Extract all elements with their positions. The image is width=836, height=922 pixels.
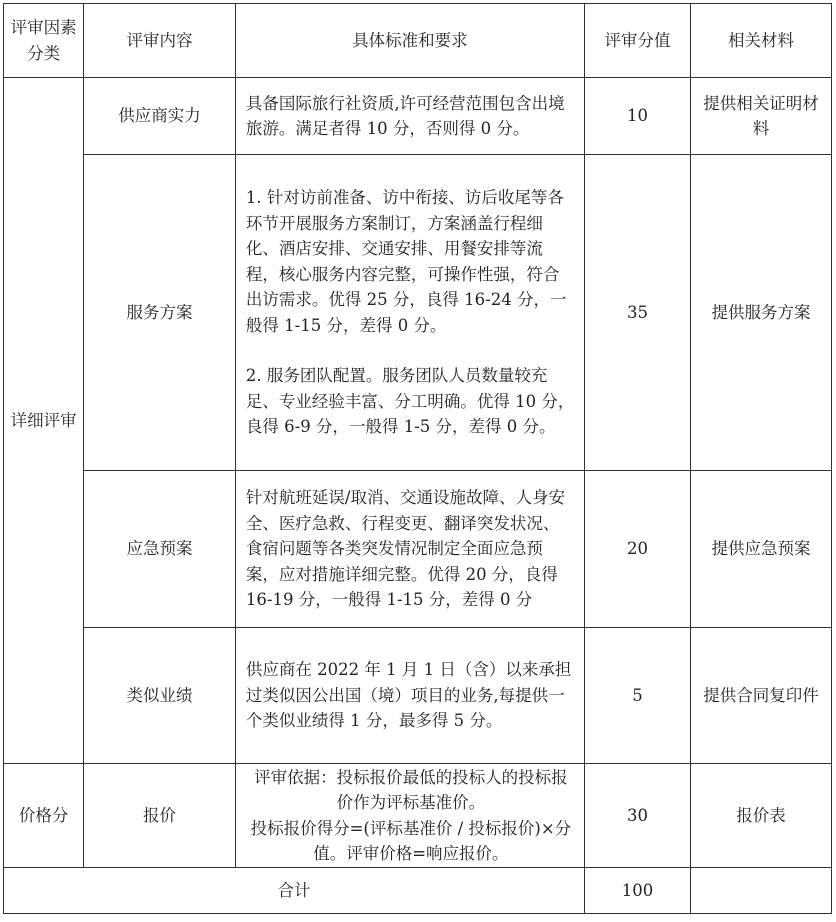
material-cell: 提供合同复印件 [691,628,832,764]
requirement-text: 供应商在 2022 年 1 月 1 日（含）以来承担过类似因公出国（境）项目的业务,每提供一个类似业绩得 1 分，最多得 5 分。 [245,660,572,731]
score-cell: 10 [584,78,690,155]
material-cell: 提供相关证明材料 [691,78,832,155]
requirement-cell [235,155,584,471]
table-row [4,78,832,155]
requirement-cell [235,628,584,764]
header-item: 评审内容 [84,4,236,78]
requirement-text: 具备国际旅行社资质,许可经营范围包含出境旅游。满足者得 10 分，否则得 0 分。 [245,93,565,138]
table-row [4,471,832,628]
total-row [4,868,832,914]
requirement-cell [235,78,584,155]
total-label: 合计 [4,868,585,914]
scoring-table [3,3,832,914]
header-category: 评审因素分类 [4,4,84,78]
group-price: 价格分 [4,764,84,868]
item-cell: 供应商实力 [84,78,236,155]
item-cell: 报价 [84,764,236,868]
score-cell: 30 [584,764,690,868]
header-requirement: 具体标准和要求 [235,4,584,78]
header-row [4,4,832,78]
total-score: 100 [584,868,690,914]
requirement-text: 评审依据：投标报价最低的投标人的投标报价作为评标基准价。 [254,767,568,812]
requirement-text: 针对航班延误/取消、交通设施故障、人身安全、医疗急救、行程变更、翻译突发状况、食宿问题等各类突发情况制定全面应急预案，应对措施详细完整。优得 20 分，良得 16-19 分，一般得 1-15 分，差得 0 分 [245,488,565,610]
material-cell: 报价表 [691,764,832,868]
material-cell: 提供服务方案 [691,155,832,471]
item-cell: 类似业绩 [84,628,236,764]
score-cell: 35 [584,155,690,471]
table-row [4,155,832,471]
material-cell: 提供应急预案 [691,471,832,628]
total-material [691,868,832,914]
requirement-text: 2. 服务团队配置。服务团队人员数量较充足、专业经验丰富、分工明确。优得 10 分，良得 6-9 分，一般得 1-5 分，差得 0 分。 [245,366,575,437]
header-material: 相关材料 [691,4,832,78]
table-row [4,628,832,764]
score-cell: 5 [584,628,690,764]
requirement-cell [235,471,584,628]
item-cell: 应急预案 [84,471,236,628]
requirement-text: 投标报价得分=(评标基准价 / 投标报价)×分值。评审价格=响应报价。 [250,818,572,863]
header-score: 评审分值 [584,4,690,78]
requirement-text: 1. 针对访前准备、访中衔接、访后收尾等各环节开展服务方案制订，方案涵盖行程细化、酒店安排、交通安排、用餐安排等流程，核心服务内容完整，可操作性强，符合出访需求。优得 25 分，良得 16-24 分，一般得 1-15 分，差得 0 分。 [245,188,567,335]
requirement-cell [235,764,584,868]
score-cell: 20 [584,471,690,628]
item-cell: 服务方案 [84,155,236,471]
group-detail: 详细评审 [4,78,84,764]
table-row [4,764,832,868]
